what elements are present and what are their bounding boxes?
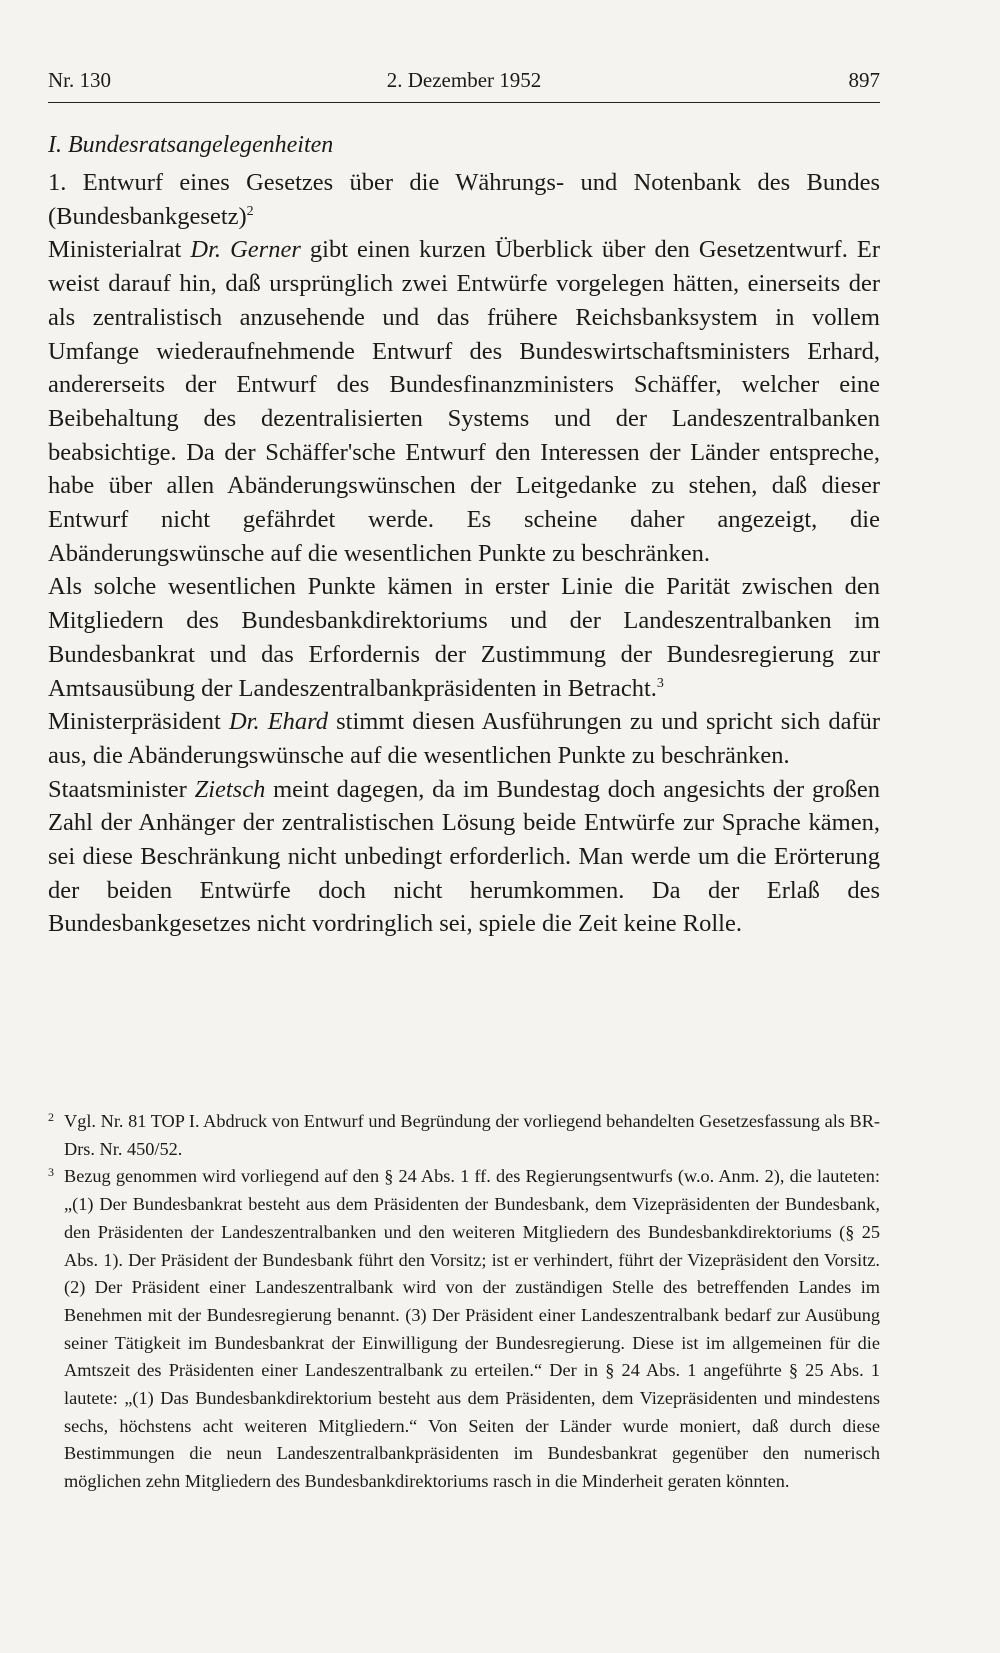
paragraph-text: gibt einen kurzen Überblick über den Gesetzentwurf. Er weist darauf hin, daß ursprünglich zwei Entwürfe vorgelegen hätten, einerseits der als zentralistisch anzusehende und das frühere Reichsbanksystem in vollem Umfange wiederaufnehmende Entwurf des Bundeswirtschaftsministers Erhard, andererseits der Entwurf des Bundesfinanzministers Schäffer, welcher eine Beibehaltung des dezentralisierten Systems und der Landeszentralbanken beabsichtige. Da der Schäffer'sche Entwurf den Interessen der Länder entspreche, habe über allen Abänderungswünschen der Leitgedanke zu stehen, daß dieser Entwurf nicht gefährdet werde. Es scheine daher angezeigt, die Abänderungswünsche auf die wesentlichen Punkte zu beschränken. xyxy=(48,236,881,567)
speaker-title: Dr. xyxy=(228,708,268,736)
running-header xyxy=(48,68,880,103)
footnote-text: Bezug genommen wird vorliegend auf den § 24 Abs. 1 ff. des Regierungsentwurfs (w.o. Anm. 2), die lauteten: „(1) Der Bundesbankrat besteht aus dem Präsidenten der Bundesbank, dem Vizepräsidenten der Bundesbank, den Präsidenten der Landeszentralbanken und den weiteren Mitgliedern des Bundesbankdirektoriums (§ 25 Abs. 1). Der Präsident der Bundesbank führt den Vorsitz; ist er verhindert, führt der Vizepräsident den Vorsitz. (2) Der Präsident einer Landeszentralbank wird von der zuständigen Stelle des betreffenden Landes im Benehmen mit der Bundesregierung benannt. (3) Der Präsident einer Landeszentralbank bedarf zur Ausübung seiner Tätigkeit im Bundesbankrat der Einwilligung der Bundesregierung. Diese ist im allgemeinen für die Amtszeit des Präsidenten einer Landeszentralbank zu erteilen.“ Der in § 24 Abs. 1 angeführte § 25 Abs. 1 lautete: „(1) Das Bundesbankdirektorium besteht aus dem Präsidenten, dem Vizepräsidenten und mindestens sechs, höchstens acht weiteren Mitgliedern.“ Von Seiten der Länder wurde moniert, daß durch diese Bestimmungen die neun Landeszentralbankpräsidenten im Bundesbankrat gegenüber den numerisch möglichen zehn Mitgliedern des Bundesbankdirektoriums rasch in die Minderheit geraten könnten. xyxy=(64,1166,880,1492)
paragraph-ehard xyxy=(48,705,880,772)
issue-number: Nr. 130 xyxy=(48,68,111,92)
footnote-2 xyxy=(48,1108,880,1163)
speaker-title: Dr. xyxy=(190,236,231,264)
footnote-ref-2: 2 xyxy=(246,203,254,219)
paragraph-gerner xyxy=(48,233,880,570)
footnote-ref-3: 3 xyxy=(656,675,664,691)
footnote-number: 3 xyxy=(48,1165,54,1180)
footnote-3 xyxy=(48,1163,880,1495)
agenda-item-title-text: 1. Entwurf eines Gesetzes über die Währungs- und Notenbank des Bundes (Bundesbankgesetz) xyxy=(48,169,880,230)
header-date: 2. Dezember 1952 xyxy=(386,68,542,92)
paragraph-text: stimmt diesen Ausführungen zu und spricht sich dafür aus, die Abänderungswünsche auf die wesentlichen Punkte zu beschränken. xyxy=(48,708,881,769)
paragraph-essential-points xyxy=(48,570,880,705)
footnote-text: Vgl. Nr. 81 TOP I. Abdruck von Entwurf und Begründung der vorliegend behandelten Gesetzesfassung als BR-Drs. Nr. 450/52. xyxy=(64,1111,880,1159)
speaker-role: Staatsminister xyxy=(48,775,195,803)
speaker-name: Zietsch xyxy=(194,775,266,803)
agenda-item-title xyxy=(48,166,880,233)
paragraph-text: Als solche wesentlichen Punkte kämen in erster Linie die Parität zwischen den Mitgliedern des Bundesbankdirektoriums und der Landeszentralbanken im Bundesbankrat und das Erfordernis der Zustimmung der Bundesregierung zur Amtsausübung der Landeszentralbankpräsidenten in Betracht. xyxy=(48,573,880,702)
speaker-name: Ehard xyxy=(267,708,329,736)
paragraph-text: meint dagegen, da im Bundestag doch angesichts der großen Zahl der Anhänger der zentralistischen Lösung beide Entwürfe zur Sprache kämen, sei diese Beschränkung nicht unbedingt erforderlich. Man werde um die Erörterung der beiden Entwürfe doch nicht herumkommen. Da der Erlaß des Bundesbankgesetzes nicht vordringlich sei, spiele die Zeit keine Rolle. xyxy=(48,775,880,938)
paragraph-zietsch xyxy=(48,773,880,942)
footnote-number: 2 xyxy=(48,1110,54,1124)
speaker-name: Gerner xyxy=(230,236,301,264)
main-text xyxy=(48,128,880,941)
page-number: 897 xyxy=(848,68,880,92)
speaker-role: Ministerpräsident xyxy=(48,708,229,736)
footnotes xyxy=(48,1108,880,1496)
section-heading: I. Bundesratsangelegenheiten xyxy=(48,132,334,158)
speaker-role: Ministerialrat xyxy=(48,236,191,264)
